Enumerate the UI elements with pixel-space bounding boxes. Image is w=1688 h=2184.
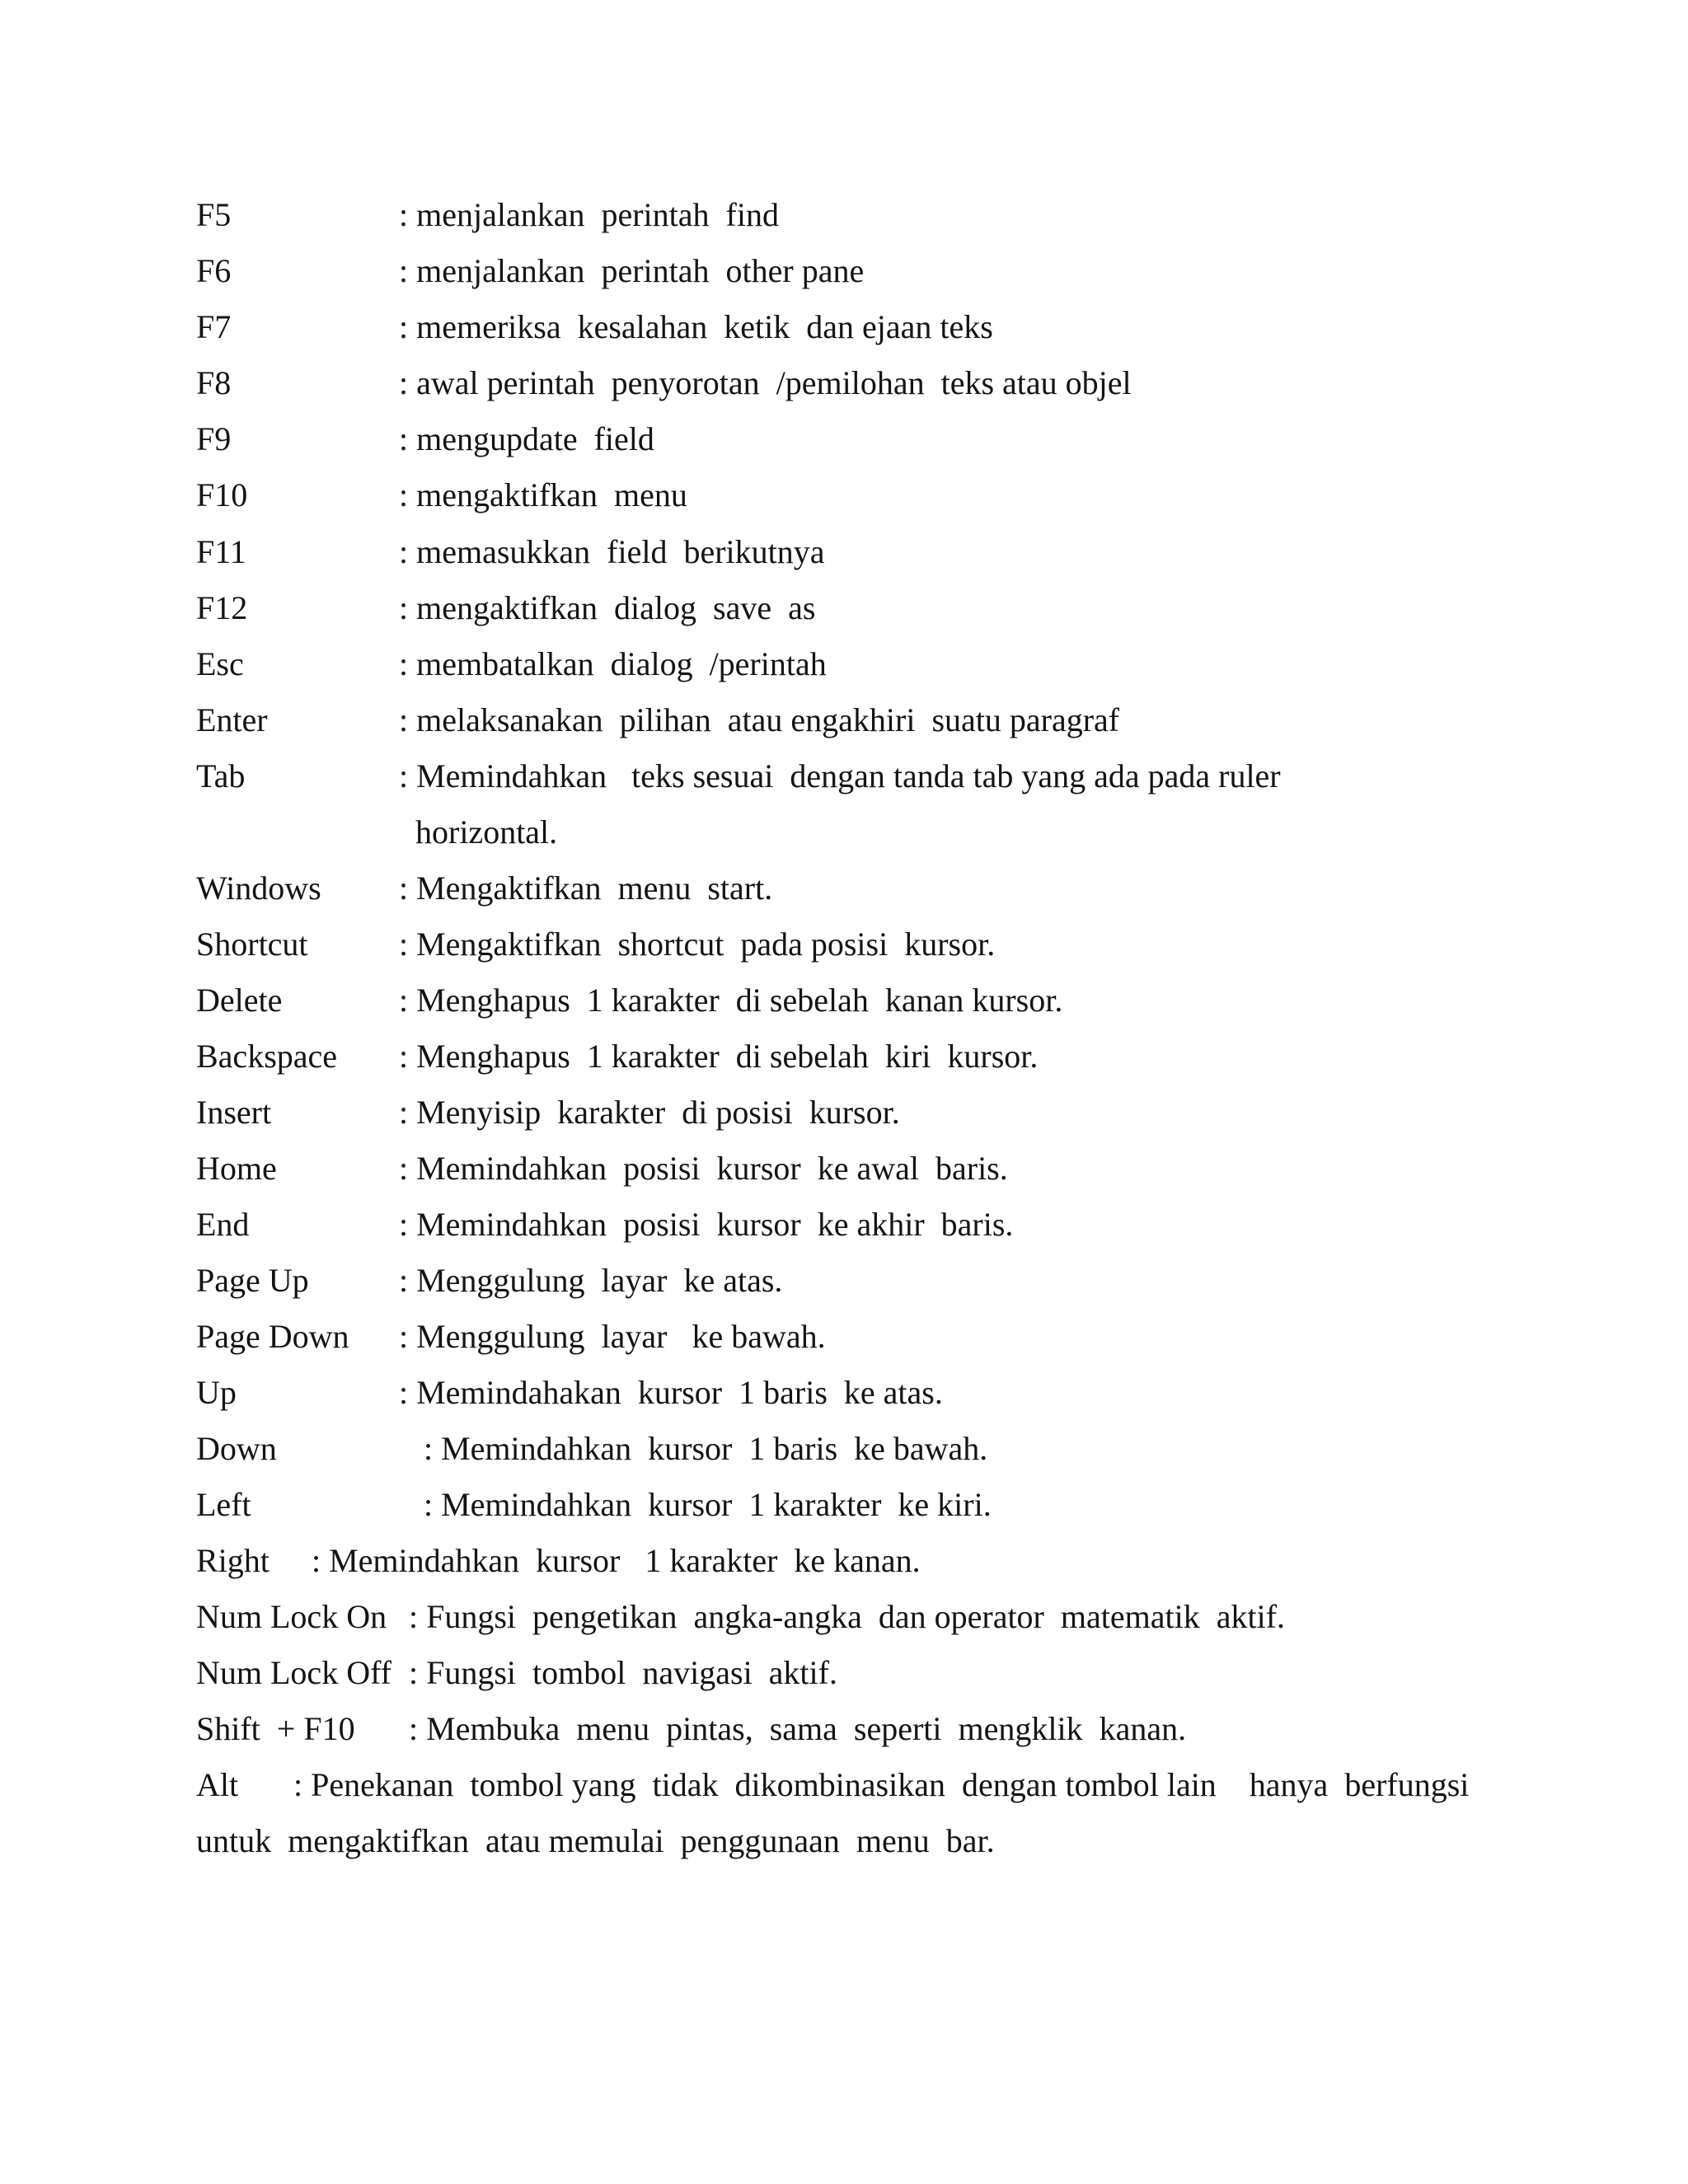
key-description: : melaksanakan pilihan atau engakhiri suatu paragraf bbox=[399, 701, 1120, 738]
key-label: Home bbox=[196, 1150, 277, 1187]
key-description: : Menggulung layar ke bawah. bbox=[399, 1318, 826, 1355]
key-description: : Memindahkan kursor 1 baris ke bawah. bbox=[424, 1430, 988, 1467]
key-label: Backspace bbox=[196, 1038, 338, 1075]
key-label: Left bbox=[196, 1486, 251, 1523]
key-label: Insert bbox=[196, 1094, 272, 1131]
key-description: : Memindahkan posisi kursor ke akhir baris. bbox=[399, 1206, 1014, 1243]
key-description: : Menyisip karakter di posisi kursor. bbox=[399, 1094, 900, 1131]
key-description: : menjalankan perintah find bbox=[399, 196, 779, 233]
key-label: Tab bbox=[196, 757, 246, 794]
key-description: : Fungsi tombol navigasi aktif. bbox=[409, 1654, 837, 1691]
key-label: F5 bbox=[196, 196, 232, 233]
key-description: : Memindahkan kursor 1 karakter ke kanan. bbox=[312, 1542, 921, 1579]
key-label: Down bbox=[196, 1430, 277, 1467]
key-label: F11 bbox=[196, 533, 246, 570]
key-description: : memasukkan field berikutnya bbox=[399, 533, 825, 570]
key-label: F7 bbox=[196, 308, 232, 345]
key-label: End bbox=[196, 1206, 250, 1243]
key-label: F6 bbox=[196, 252, 232, 289]
key-description: : Penekanan tombol yang tidak dikombinasikan dengan tombol lain hanya berfungsi bbox=[293, 1766, 1470, 1803]
key-label: Page Down bbox=[196, 1318, 349, 1355]
key-description: : mengaktifkan dialog save as bbox=[399, 589, 816, 626]
key-label: Num Lock Off bbox=[196, 1654, 392, 1691]
key-description: : Mengaktifkan menu start. bbox=[399, 869, 773, 907]
key-description: : Membuka menu pintas, sama seperti mengklik kanan. bbox=[409, 1710, 1187, 1747]
key-description: : Menghapus 1 karakter di sebelah kiri kursor. bbox=[399, 1038, 1039, 1075]
key-description: : Memindahakan kursor 1 baris ke atas. bbox=[399, 1374, 943, 1411]
key-description: : Memindahkan posisi kursor ke awal baris. bbox=[399, 1150, 1008, 1187]
key-description: : Memindahkan teks sesuai dengan tanda tab yang ada pada ruler bbox=[399, 757, 1281, 794]
key-description: : awal perintah penyorotan /pemilohan teks atau objel bbox=[399, 364, 1132, 401]
key-description-continuation: untuk mengaktifkan atau memulai penggunaan menu bar. bbox=[196, 1822, 995, 1859]
key-description: : Mengaktifkan shortcut pada posisi kursor. bbox=[399, 926, 996, 963]
key-label: F10 bbox=[196, 476, 248, 513]
key-label: F9 bbox=[196, 420, 232, 457]
key-label: Shift + F10 bbox=[196, 1710, 355, 1747]
key-description: : mengaktifkan menu bbox=[399, 476, 687, 513]
key-label: F8 bbox=[196, 364, 232, 401]
key-description: : menjalankan perintah other pane bbox=[399, 252, 865, 289]
key-description: : memeriksa kesalahan ketik dan ejaan teks bbox=[399, 308, 993, 345]
key-label: Right bbox=[196, 1542, 270, 1579]
key-label: Alt bbox=[196, 1766, 239, 1803]
key-description: : Menggulung layar ke atas. bbox=[399, 1262, 783, 1299]
key-label: Up bbox=[196, 1374, 237, 1411]
key-label: F12 bbox=[196, 589, 248, 626]
key-description: : membatalkan dialog /perintah bbox=[399, 645, 827, 682]
key-label: Esc bbox=[196, 645, 244, 682]
key-label: Windows bbox=[196, 869, 321, 907]
key-label: Enter bbox=[196, 701, 268, 738]
key-description: : mengupdate field bbox=[399, 420, 654, 457]
key-description-continuation: horizontal. bbox=[415, 813, 558, 851]
key-description: : Memindahkan kursor 1 karakter ke kiri. bbox=[424, 1486, 992, 1523]
key-description: : Fungsi pengetikan angka-angka dan operator matematik aktif. bbox=[409, 1598, 1286, 1635]
key-label: Num Lock On bbox=[196, 1598, 387, 1635]
key-label: Delete bbox=[196, 982, 283, 1019]
key-description: : Menghapus 1 karakter di sebelah kanan kursor. bbox=[399, 982, 1063, 1019]
key-label: Shortcut bbox=[196, 926, 308, 963]
key-label: Page Up bbox=[196, 1262, 309, 1299]
